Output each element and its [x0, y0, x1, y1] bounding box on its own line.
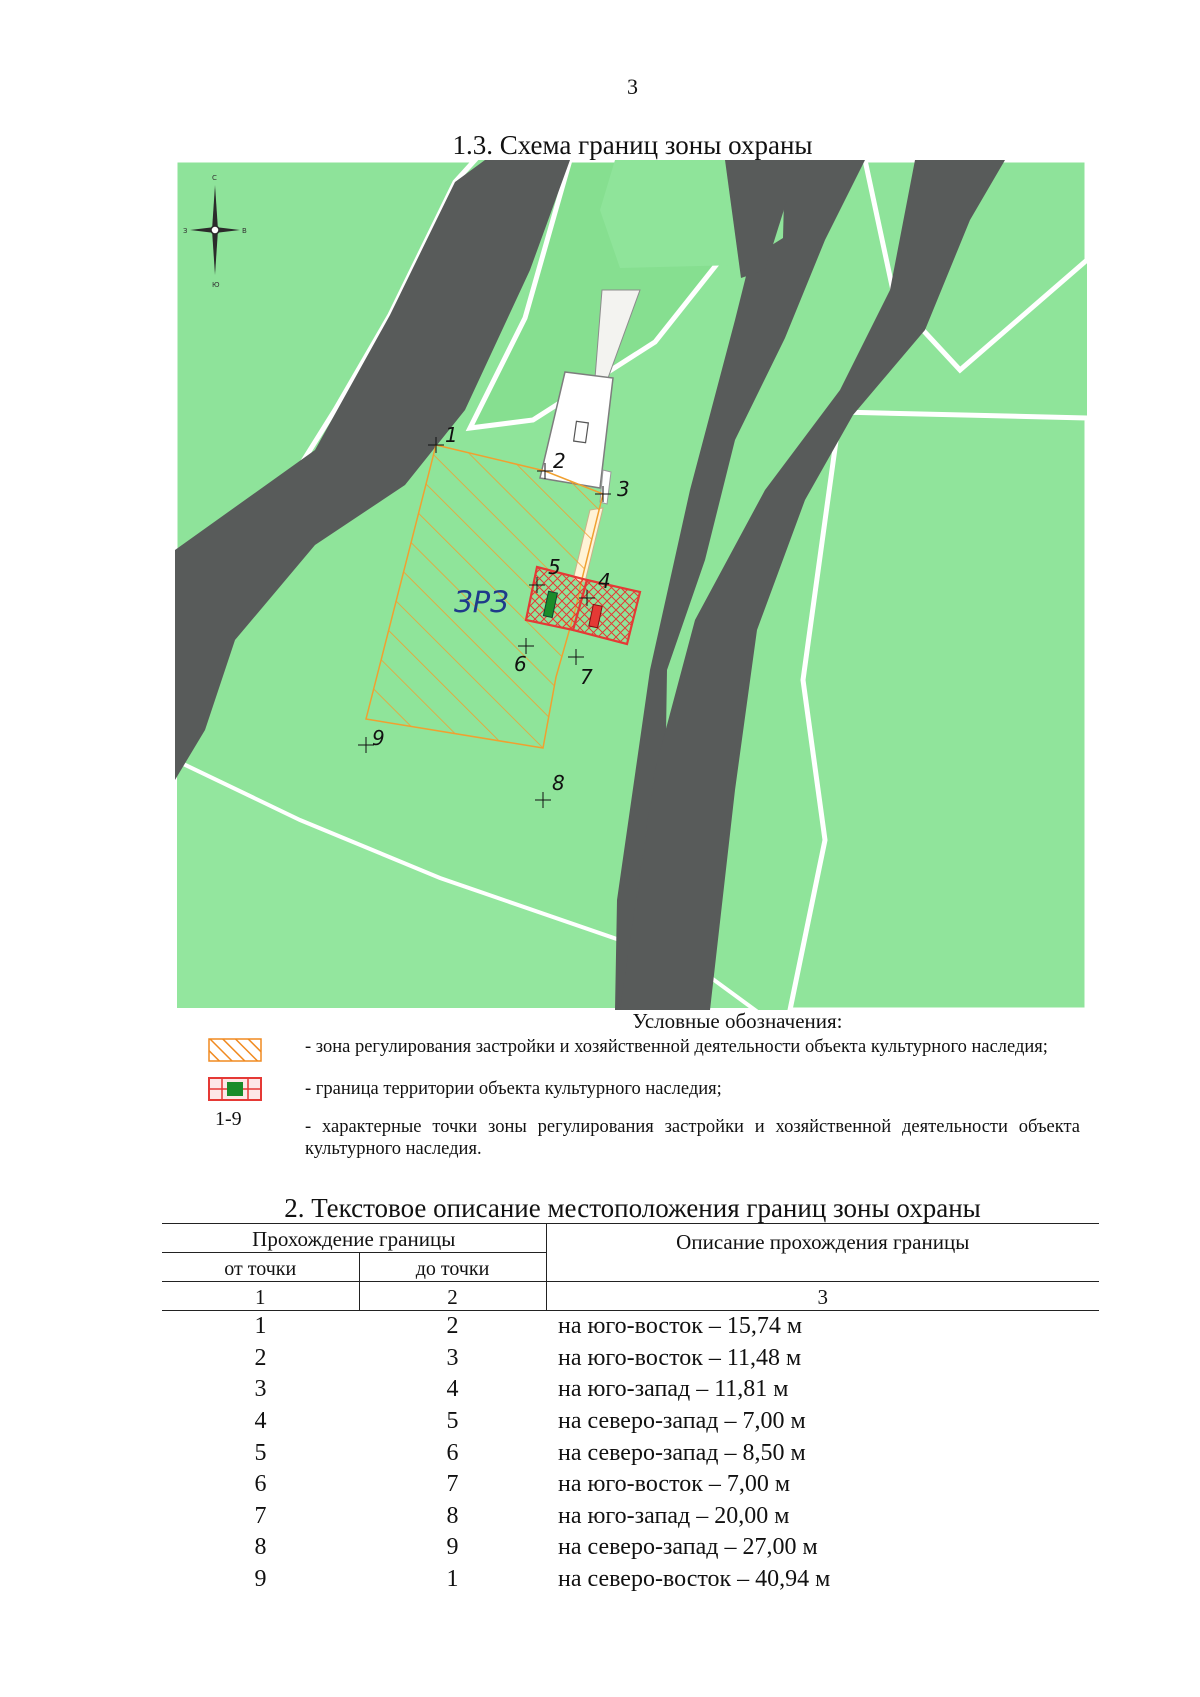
boundary-description: на северо-запад – 7,00 м — [558, 1408, 806, 1435]
to-point: 2 — [446, 1313, 459, 1340]
point-label-9: 9 — [372, 726, 385, 750]
table-row — [162, 1564, 1099, 1596]
boundary-description: на юго-запад – 11,81 м — [558, 1376, 789, 1403]
boundary-description: на юго-восток – 7,00 м — [558, 1471, 791, 1498]
from-point: 3 — [254, 1376, 267, 1403]
compass-north-label: С — [212, 174, 217, 182]
zone-label: ЗРЗ — [454, 585, 509, 619]
boundary-description-table — [162, 1223, 1099, 1595]
to-point: 7 — [446, 1471, 459, 1498]
from-point: 7 — [254, 1502, 267, 1529]
table-row — [162, 1532, 1099, 1564]
from-point: 2 — [254, 1344, 267, 1371]
boundary-description: на северо-запад – 27,00 м — [558, 1534, 818, 1561]
table-row — [162, 1311, 1099, 1343]
to-point: 5 — [446, 1408, 459, 1435]
legend-points-symbol: 1-9 — [215, 1108, 242, 1130]
point-label-8: 8 — [552, 771, 565, 795]
compass-east-label: В — [242, 227, 247, 235]
page-number: 3 — [627, 74, 638, 99]
section-title: 2. Текстовое описание местоположения границ зоны охраны — [284, 1193, 981, 1223]
table-row — [162, 1501, 1099, 1533]
table-row — [162, 1406, 1099, 1438]
from-point: 4 — [254, 1408, 267, 1435]
point-label-1: 1 — [445, 423, 458, 447]
legend-zone-text: - зона регулирования застройки и хозяйственной деятельности объекта культурного наследия; — [305, 1037, 1048, 1057]
header-from: от точки — [162, 1253, 359, 1282]
boundary-description: на юго-восток – 11,48 м — [558, 1344, 802, 1371]
legend-object-symbol-icon — [208, 1077, 262, 1101]
legend-object-text: - граница территории объекта культурного наследия; — [305, 1079, 722, 1099]
to-point: 4 — [446, 1376, 459, 1403]
from-point: 1 — [254, 1313, 267, 1340]
compass-south-label: Ю — [212, 281, 220, 289]
to-point: 3 — [446, 1344, 459, 1371]
boundary-description: на юго-запад – 20,00 м — [558, 1502, 790, 1529]
legend-zone-symbol-icon — [208, 1038, 262, 1062]
from-point: 5 — [254, 1439, 267, 1466]
to-point: 6 — [446, 1439, 459, 1466]
point-label-2: 2 — [553, 449, 566, 473]
land-parcel — [790, 412, 1087, 1010]
point-label-7: 7 — [580, 665, 593, 689]
table-row — [162, 1437, 1099, 1469]
legend-title: Условные обозначения: — [632, 1009, 843, 1033]
to-point: 1 — [446, 1566, 459, 1593]
compass-west-label: З — [183, 227, 188, 235]
boundary-description: на юго-восток – 15,74 м — [558, 1313, 803, 1340]
column-number-3: 3 — [546, 1282, 1099, 1311]
from-point: 6 — [254, 1471, 267, 1498]
header-description: Описание прохождения границы — [546, 1224, 1099, 1282]
boundary-description: на северо-восток – 40,94 м — [558, 1566, 831, 1593]
table-row — [162, 1374, 1099, 1406]
header-to: до точки — [359, 1253, 546, 1282]
boundary-description: на северо-запад – 8,50 м — [558, 1439, 806, 1466]
table-row — [162, 1469, 1099, 1501]
column-number-1: 1 — [162, 1282, 359, 1311]
point-label-4: 4 — [598, 569, 611, 593]
point-label-6: 6 — [514, 652, 527, 676]
legend-points-text: - характерные точки зоны регулирования застройки и хозяйственной деятельности объекта культурного наследия. — [305, 1117, 1080, 1159]
to-point: 9 — [446, 1534, 459, 1561]
boundary-map — [175, 160, 1087, 1010]
column-number-2: 2 — [359, 1282, 546, 1311]
to-point: 8 — [446, 1502, 459, 1529]
from-point: 8 — [254, 1534, 267, 1561]
from-point: 9 — [254, 1566, 267, 1593]
map-canvas — [175, 160, 1087, 1010]
point-label-3: 3 — [617, 477, 630, 501]
map-title: 1.3. Схема границ зоны охраны — [452, 130, 813, 160]
table-row — [162, 1343, 1099, 1375]
header-group: Прохождение границы — [162, 1224, 546, 1253]
point-label-5: 5 — [548, 555, 561, 579]
